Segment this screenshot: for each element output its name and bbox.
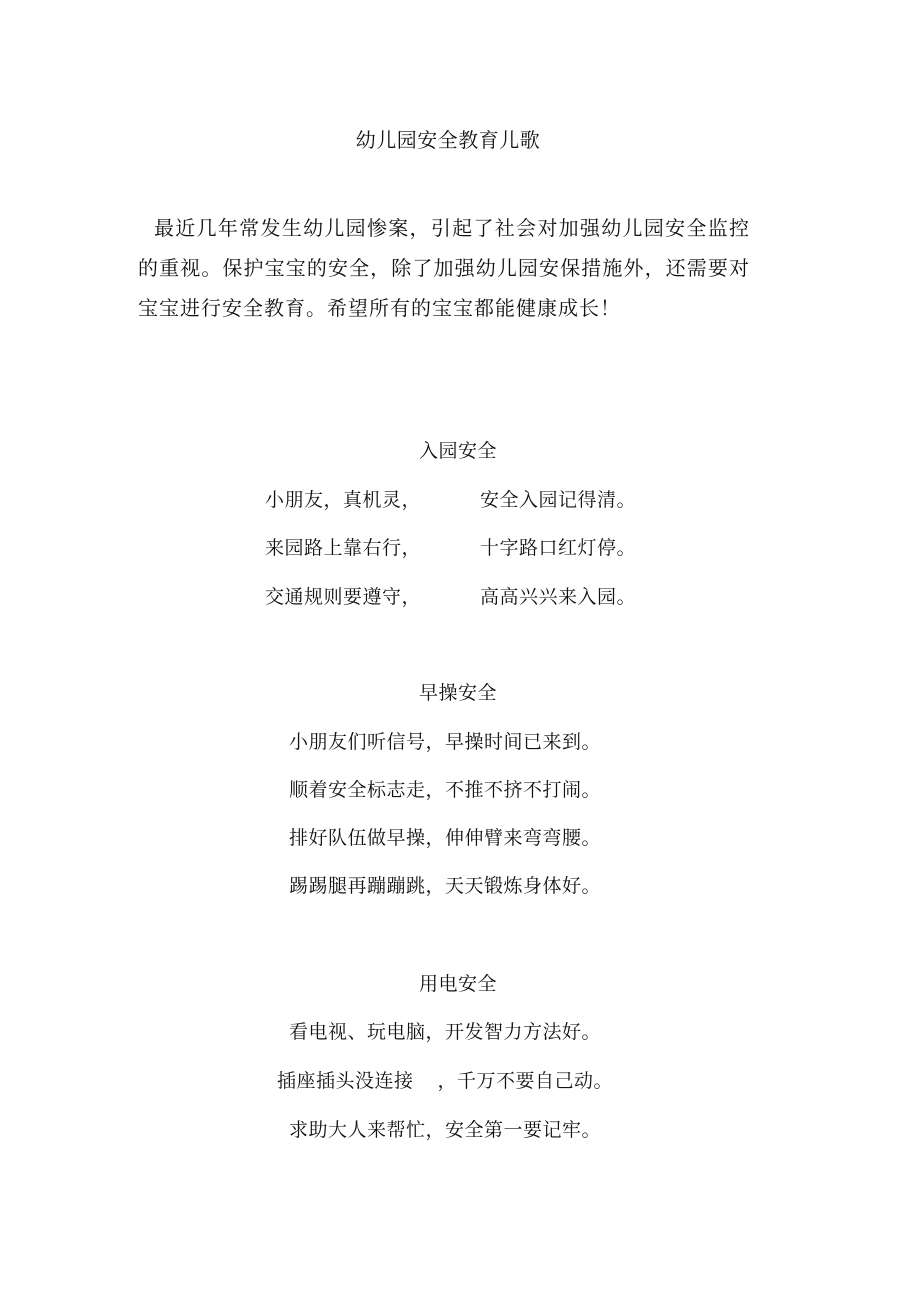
page-title: 幼儿园安全教育儿歌 [355,128,541,152]
verse-line-part: 插座插头没连接 [276,1070,414,1092]
verse-line: 排好队伍做早操，伸伸臂来弯弯腰。 [288,827,601,849]
verse-line-right: 高高兴兴来入园。 [480,586,637,608]
verse-line: 求助大人来帮忙，安全第一要记牢。 [288,1119,601,1141]
verse-line: 小朋友们听信号，早操时间已来到。 [288,731,601,753]
intro-paragraph: 最近几年常发生幼儿园惨案，引起了社会对加强幼儿园安全监控的重视。保护宝宝的安全，除了加强幼儿园安保措施外，还需要对宝宝进行安全教育。希望所有的宝宝都能健康成长！ [138,216,750,320]
section-heading-entry-safety: 入园安全 [418,440,497,462]
section-heading-electricity-safety: 用电安全 [418,973,497,995]
verse-line-right: 十字路口红灯停。 [480,537,637,559]
verse-line [0,1068,890,1094]
verse-line: 踢踢腿再蹦蹦跳，天天锻炼身体好。 [288,875,601,897]
verse-line-right: 安全入园记得清。 [480,489,637,511]
verse-line: 顺着安全标志走，不推不挤不打闹。 [288,779,601,801]
verse-line: 看电视、玩电脑，开发智力方法好。 [288,1021,601,1043]
verse-line-left: 交通规则要遵守， [265,586,422,608]
section-heading-morning-exercise-safety: 早操安全 [418,682,497,704]
verse-line-left: 来园路上靠右行， [265,537,422,559]
verse-line-part: ，千万不要自己动。 [437,1070,614,1092]
verse-line-left: 小朋友，真机灵， [265,489,422,511]
